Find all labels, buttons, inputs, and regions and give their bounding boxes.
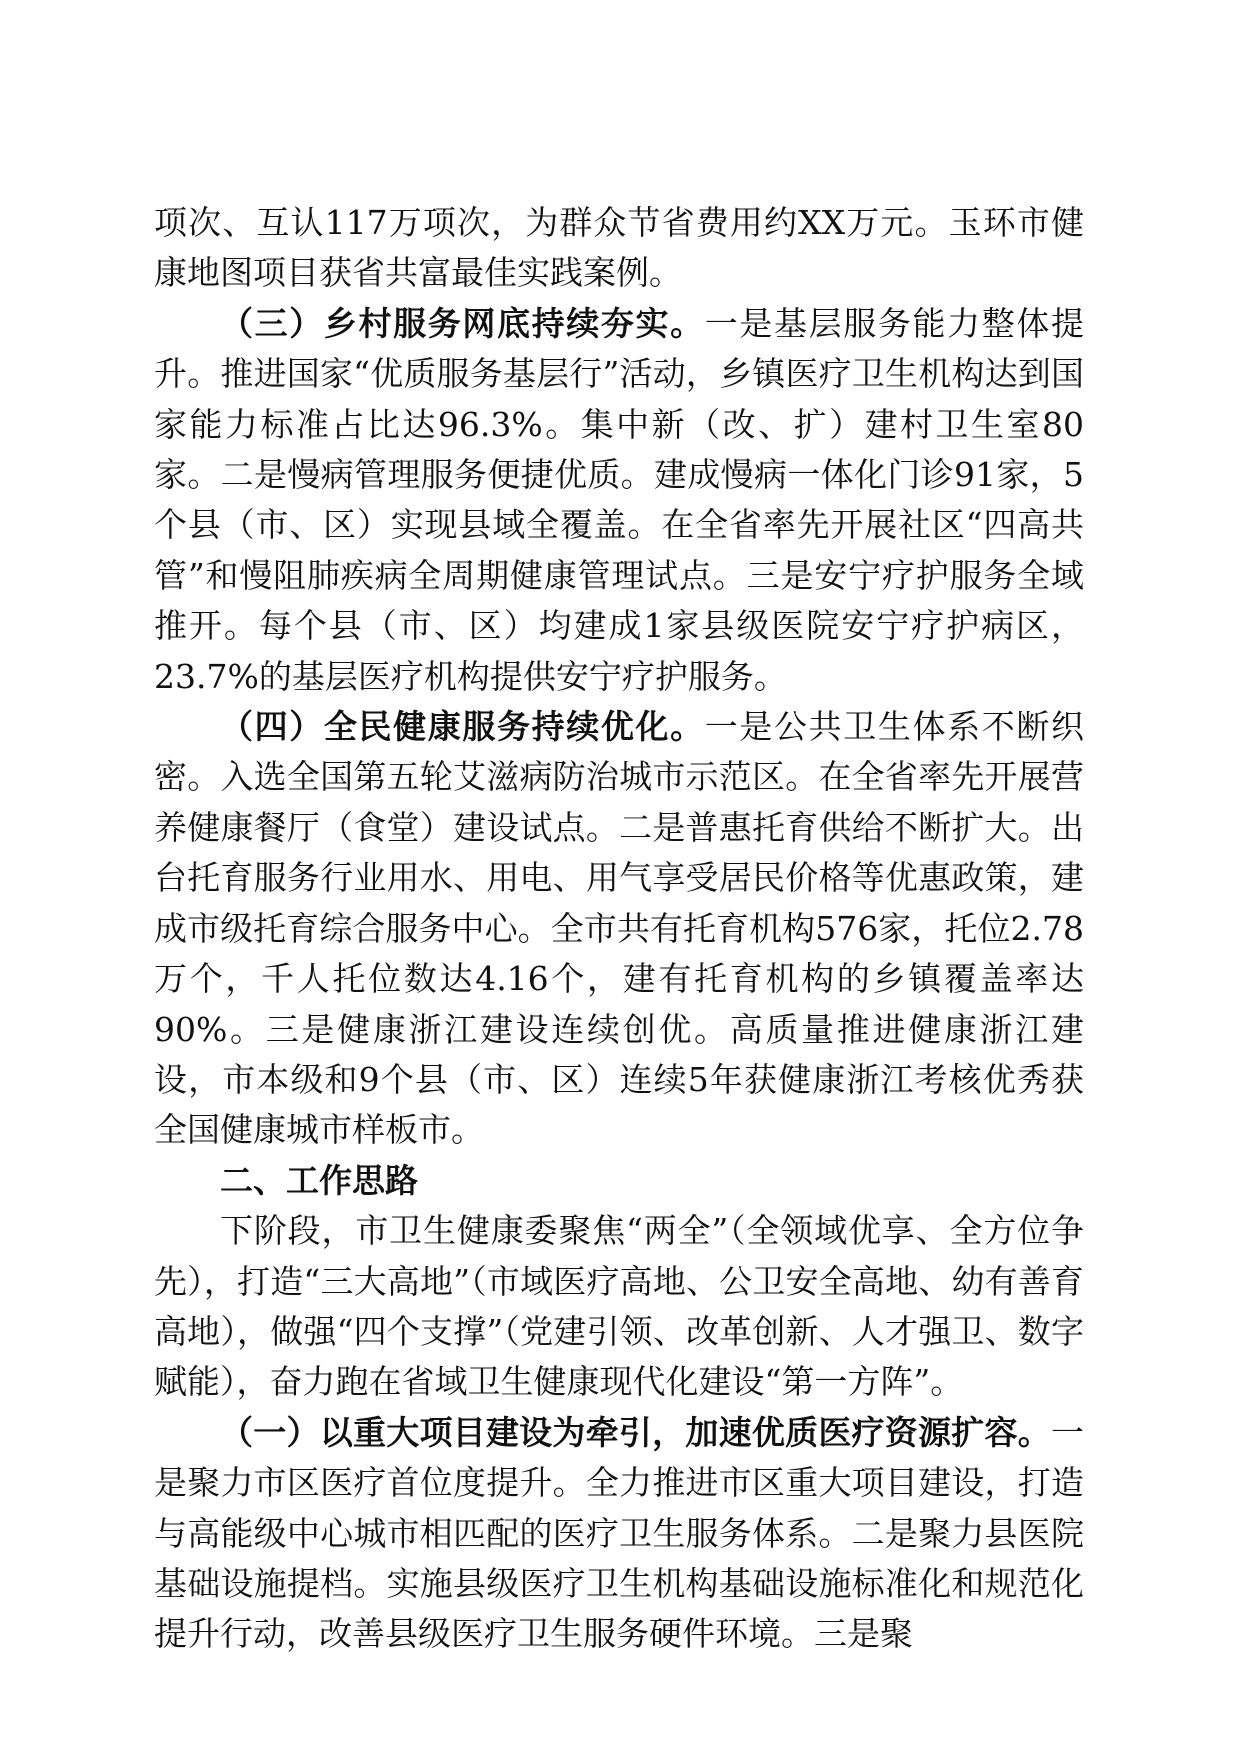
paragraph-public-health: [154, 702, 1084, 1156]
paragraph-continued: 项次、互认117万项次，为群众节省费用约XX万元。玉环市健康地图项目获省共富最佳实践案例。: [154, 203, 1084, 293]
paragraph-major-projects: [154, 1408, 1084, 1660]
paragraph-body: 一是基层服务能力整体提升。推进国家“优质服务基层行”活动，乡镇医疗卫生机构达到国家能力标准占比达96.3%。集中新（改、扩）建村卫生室80家。二是慢病管理服务便捷优质。建成慢病一体化门诊91家，5个县（市、区）实现县域全覆盖。在全省率先开展社区“四高共管”和慢阻肺疾病全周期健康管理试点。三是安宁疗护服务全域推开。每个县（市、区）均建成1家县级医院安宁疗护病区，23.7%的基层医疗机构提供安宁疗护服务。: [154, 303, 1084, 696]
paragraph-body: 一是公共卫生体系不断织密。入选全国第五轮艾滋病防治城市示范区。在全省率先开展营养健康餐厅（食堂）建设试点。二是普惠托育供给不断扩大。出台托育服务行业用水、用电、用气享受居民价格等优惠政策，建成市级托育综合服务中心。全市共有托育机构576家，托位2.78万个，千人托位数达4.16个，建有托育机构的乡镇覆盖率达90%。三是健康浙江建设连续创优。高质量推进健康浙江建设，市本级和9个县（市、区）连续5年获健康浙江考核优秀获全国健康城市样板市。: [154, 707, 1084, 1150]
paragraph-lead: （一）以重大项目建设为牵引，加速优质医疗资源扩容。: [220, 1412, 1051, 1452]
document-body: [154, 198, 1084, 1660]
paragraph-body: 一是聚力市区医疗首位度提升。全力推进市区重大项目建设，打造与高能级中心城市相匹配的医疗卫生服务体系。二是聚力县医院基础设施提档。实施县级医疗卫生机构基础设施标准化和规范化提升行动，改善县级医疗卫生服务硬件环境。三是聚: [154, 1412, 1084, 1654]
section-heading: 二、工作思路: [220, 1160, 418, 1200]
paragraph-lead: （四）全民健康服务持续优化。: [220, 707, 705, 747]
paragraph-rural-services: [154, 299, 1084, 702]
paragraph-work-ideas-intro: 下阶段，市卫生健康委聚焦“两全”（全领域优享、全方位争先），打造“三大高地”（市域医疗高地、公卫安全高地、幼有善育高地），做强“四个支撑”（党建引领、改革创新、人才强卫、数字赋能），奋力跑在省域卫生健康现代化建设“第一方阵”。: [154, 1211, 1084, 1402]
paragraph-lead: （三）乡村服务网底持续夯实。: [220, 303, 705, 343]
